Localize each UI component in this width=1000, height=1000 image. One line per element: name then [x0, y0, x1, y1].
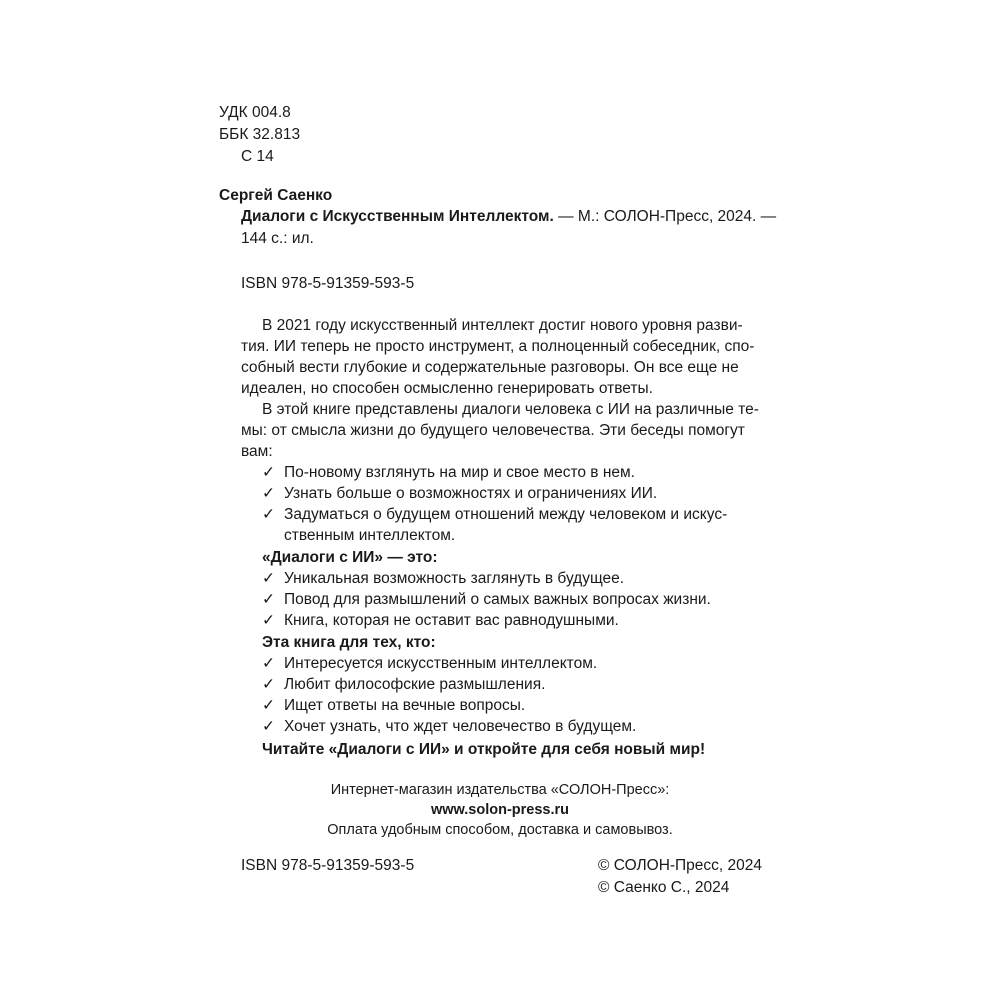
copyright-author: © Саенко С., 2024	[598, 879, 730, 896]
shop-delivery: Оплата удобным способом, доставка и самовывоз.	[327, 822, 673, 838]
book-title: Диалоги с Искусственным Интеллектом.	[241, 208, 554, 225]
check-icon: ✓	[262, 591, 275, 608]
check-icon: ✓	[262, 570, 275, 587]
benefit-item: ✓ По-новому взглянуть на мир и свое место в нем.	[262, 464, 635, 481]
check-icon: ✓	[262, 612, 275, 629]
feature-item: ✓ Уникальная возможность заглянуть в будущее.	[262, 570, 625, 587]
isbn-top: ISBN 978-5-91359-593-5	[241, 275, 415, 292]
check-icon: ✓	[262, 485, 275, 502]
para1-line: тия. ИИ теперь не просто инструмент, а полноценный собеседник, спо-	[241, 338, 755, 355]
para2-line: вам:	[241, 443, 273, 460]
check-icon: ✓	[262, 655, 275, 672]
isbn-bottom: ISBN 978-5-91359-593-5	[241, 857, 415, 874]
audience-item: ✓ Интересуется искусственным интеллектом.	[262, 655, 598, 672]
feature-item: ✓ Книга, которая не оставит вас равнодушными.	[262, 612, 619, 629]
para1-line: собный вести глубокие и содержательные разговоры. Он все еще не	[241, 359, 739, 376]
features-heading: «Диалоги с ИИ» — это:	[262, 549, 438, 566]
check-icon: ✓	[262, 464, 275, 481]
audience-item: ✓ Ищет ответы на вечные вопросы.	[262, 697, 526, 714]
audience-item: ✓ Любит философские размышления.	[262, 676, 546, 693]
check-icon: ✓	[262, 676, 275, 693]
check-icon: ✓	[262, 506, 275, 523]
shop-url[interactable]: www.solon-press.ru	[430, 802, 570, 818]
check-icon: ✓	[262, 697, 275, 714]
benefit-item: ✓ Узнать больше о возможностях и ограничениях ИИ.	[262, 485, 658, 502]
benefit-item-continuation: ственным интеллектом.	[284, 527, 456, 544]
audience-heading: Эта книга для тех, кто:	[262, 634, 436, 651]
bbk-code: ББК 32.813	[219, 126, 301, 143]
audience-item: ✓ Хочет узнать, что ждет человечество в будущем.	[262, 718, 637, 735]
feature-item: ✓ Повод для размышлений о самых важных вопросах жизни.	[262, 591, 711, 608]
check-icon: ✓	[262, 718, 275, 735]
closing-call: Читайте «Диалоги с ИИ» и откройте для себя новый мир!	[262, 741, 706, 758]
publication-info: — М.: СОЛОН-Пресс, 2024. —	[553, 208, 777, 225]
udk-code: УДК 004.8	[219, 104, 291, 121]
author-name: Сергей Саенко	[219, 187, 333, 204]
page-count: 144 с.: ил.	[241, 230, 314, 247]
para1-line: В 2021 году искусственный интеллект достиг нового уровня разви-	[262, 317, 743, 334]
para2-line: В этой книге представлены диалоги человека с ИИ на различные те-	[262, 401, 759, 418]
shop-line: Интернет-магазин издательства «СОЛОН-Пресс»:	[330, 782, 670, 798]
benefit-item: ✓ Задуматься о будущем отношений между человеком и искус-	[262, 506, 728, 523]
para1-line: идеален, но способен осмысленно генерировать ответы.	[241, 380, 653, 397]
copyright-publisher: © СОЛОН-Пресс, 2024	[598, 857, 763, 874]
para2-line: мы: от смысла жизни до будущего человечества. Эти беседы помогут	[241, 422, 745, 439]
book-record	[241, 206, 776, 227]
author-mark: С 14	[241, 148, 274, 165]
